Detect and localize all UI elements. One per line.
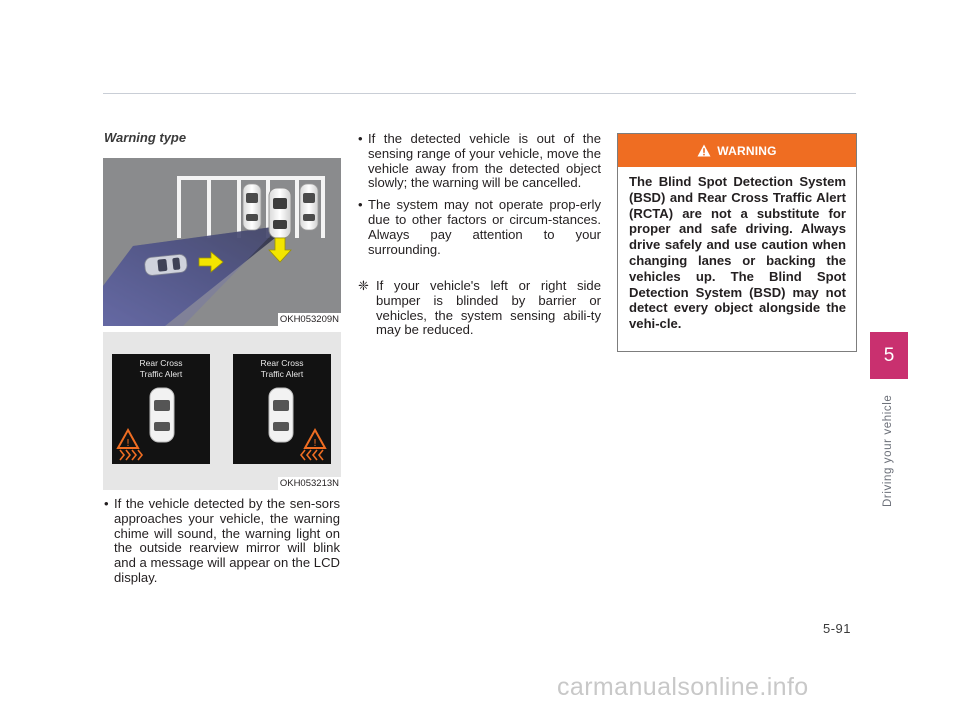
display-title-line1: Rear Cross bbox=[139, 358, 183, 368]
display-title-line2: Traffic Alert bbox=[260, 369, 304, 379]
page-number: 5-91 bbox=[823, 621, 852, 636]
note-text: If your vehicle's left or right side bumper is blinded by barrier or vehicles, the system sensing abili-ty may be reduced. bbox=[376, 278, 601, 338]
car-warning-right-graphic bbox=[233, 354, 331, 464]
list-item: • The system may not operate prop-erly due to other factors or circum-stances. Always pay attention to your surrounding. bbox=[358, 198, 601, 257]
parking-illustration bbox=[103, 158, 341, 326]
warning-header bbox=[618, 134, 856, 167]
warning-triangle-icon bbox=[697, 144, 711, 157]
note-mark-icon: ❈ bbox=[358, 278, 369, 293]
note-paragraph bbox=[358, 279, 601, 338]
chapter-label: Driving your vehicle bbox=[882, 394, 894, 507]
figure-code: OKH053213N bbox=[279, 478, 339, 489]
middle-bullet-list bbox=[358, 132, 601, 264]
display-title-line1: Rear Cross bbox=[260, 358, 304, 368]
left-bullet-list bbox=[104, 497, 340, 593]
parking-scene-graphic bbox=[103, 158, 341, 326]
display-title-line2: Traffic Alert bbox=[139, 369, 183, 379]
list-item: • If the vehicle detected by the sen-sors approaches your vehicle, the warning chime will sound, the warning light on the outside rearview mirror will blink and a message will appear on the LCD display. bbox=[104, 497, 340, 586]
list-item: • If the detected vehicle is out of the sensing range of your vehicle, move the vehicle away from the detected object slowly; the warning will be cancelled. bbox=[358, 132, 601, 191]
cluster-display-illustration bbox=[103, 332, 341, 490]
warning-title: WARNING bbox=[717, 143, 777, 158]
rcta-display-right bbox=[233, 354, 331, 464]
figure-code: OKH053209N bbox=[279, 314, 339, 325]
rcta-display-left bbox=[112, 354, 210, 464]
watermark: carmanualsonline.info bbox=[557, 673, 809, 701]
warning-text: The Blind Spot Detection System (BSD) and Rear Cross Traffic Alert (RCTA) are not a substitute for proper and safe driving. Always drive safely and use caution when changing lanes or backing the vehicles up. The Blind Spot Detection System (BSD) may not detect every object alongside the vehi-cle. bbox=[629, 174, 846, 332]
svg-text:!: ! bbox=[312, 438, 318, 449]
chapter-tab: 5 bbox=[870, 332, 908, 379]
car-warning-left-graphic bbox=[112, 354, 210, 464]
svg-text:!: ! bbox=[125, 438, 131, 449]
section-heading: Warning type bbox=[104, 130, 187, 145]
warning-box bbox=[617, 133, 857, 352]
header-rule bbox=[103, 93, 856, 94]
